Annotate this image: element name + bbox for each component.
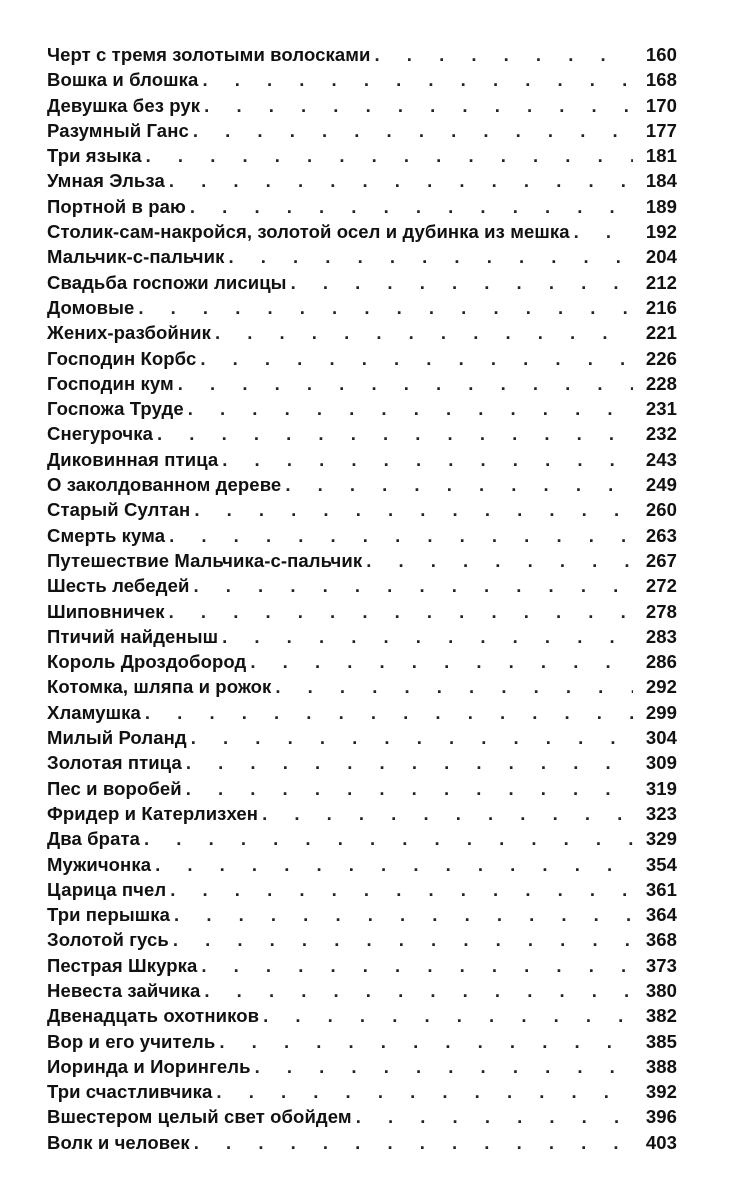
toc-entry-title: Птичий найденыш: [47, 625, 219, 647]
toc-entry-title: Шесть лебедей: [47, 575, 190, 597]
toc-entry: [47, 649, 677, 674]
toc-entry-title: Умная Эльза: [47, 170, 165, 192]
toc-entry-title: Золотая птица: [47, 752, 182, 774]
toc-entry-title: Господин Корбс: [47, 347, 197, 369]
toc-entry-title: Три перышка: [47, 904, 171, 926]
toc-entry: [47, 1029, 677, 1054]
dot-leader: [193, 118, 633, 143]
dot-leader: [155, 852, 633, 877]
toc-entry-page-number: 204: [645, 246, 677, 268]
toc-entry-page-number: 184: [645, 170, 677, 192]
toc-entry-page-number: 226: [645, 347, 677, 369]
toc-entry-page-number: 392: [645, 1081, 677, 1103]
toc-entry: [47, 194, 677, 219]
toc-entry-title: Диковинная птица: [47, 448, 219, 470]
dot-leader: [138, 295, 633, 320]
toc-entry-title: Господин кум: [47, 372, 174, 394]
toc-entry: [47, 599, 677, 624]
dot-leader: [200, 346, 633, 371]
dot-leader: [201, 953, 633, 978]
toc-entry-title: Путешествие Мальчика-с-пальчик: [47, 549, 363, 571]
dot-leader: [169, 599, 633, 624]
toc-entry-title: Двенадцать охотников: [47, 1005, 260, 1027]
toc-entry: [47, 624, 677, 649]
dot-leader: [202, 67, 633, 92]
dot-leader: [263, 1003, 633, 1028]
toc-entry-page-number: 192: [645, 221, 677, 243]
dot-leader: [186, 776, 633, 801]
toc-entry-page-number: 364: [645, 904, 677, 926]
dot-leader: [194, 1130, 633, 1155]
dot-leader: [222, 447, 633, 472]
toc-entry: [47, 1054, 677, 1079]
toc-entry-title: Хламушка: [47, 701, 141, 723]
toc-entry-title: Два брата: [47, 828, 141, 850]
toc-entry-page-number: 292: [645, 676, 677, 698]
toc-entry-page-number: 396: [645, 1106, 677, 1128]
toc-entry-page-number: 354: [645, 853, 677, 875]
dot-leader: [194, 497, 633, 522]
toc-entry-title: Милый Роланд: [47, 727, 187, 749]
dot-leader: [169, 168, 633, 193]
toc-entry: [47, 953, 677, 978]
dot-leader: [204, 93, 633, 118]
dot-leader: [173, 927, 633, 952]
toc-entry-title: Шиповничек: [47, 600, 165, 622]
toc-entry: [47, 674, 677, 699]
toc-entry-title: Король Дроздобород: [47, 651, 247, 673]
toc-entry-title: Смерть кума: [47, 524, 166, 546]
toc-entry-title: Пес и воробей: [47, 777, 182, 799]
toc-entry-page-number: 221: [645, 322, 677, 344]
toc-entry-title: Домовые: [47, 296, 135, 318]
dot-leader: [188, 396, 633, 421]
toc-entry-title: Жених-разбойник: [47, 322, 211, 344]
toc-entry: [47, 346, 677, 371]
dot-leader: [186, 750, 633, 775]
toc-entry: [47, 826, 677, 851]
toc-entry-title: Вор и его учитель: [47, 1030, 216, 1052]
toc-entry: [47, 421, 677, 446]
toc-entry: [47, 1079, 677, 1104]
toc-entry-page-number: 272: [645, 575, 677, 597]
toc-entry-page-number: 329: [645, 828, 677, 850]
toc-entry-page-number: 373: [645, 954, 677, 976]
toc-entry: [47, 472, 677, 497]
toc-entry: [47, 725, 677, 750]
toc-entry-title: Черт с тремя золотыми волосками: [47, 44, 371, 65]
dot-leader: [216, 1079, 633, 1104]
toc-entry-page-number: 228: [645, 372, 677, 394]
toc-entry-title: Госпожа Труде: [47, 398, 184, 420]
toc-entry: [47, 270, 677, 295]
toc-entry-title: Три языка: [47, 145, 142, 167]
toc-entry-page-number: 319: [645, 777, 677, 799]
table-of-contents: [47, 42, 677, 1155]
toc-entry-page-number: 388: [645, 1055, 677, 1077]
dot-leader: [285, 472, 633, 497]
toc-entry: [47, 396, 677, 421]
toc-entry-page-number: 368: [645, 929, 677, 951]
toc-entry: [47, 523, 677, 548]
dot-leader: [174, 902, 633, 927]
toc-entry: [47, 877, 677, 902]
toc-entry-page-number: 189: [645, 195, 677, 217]
toc-entry-title: Вошка и блошка: [47, 69, 199, 91]
toc-entry-title: Пестрая Шкурка: [47, 954, 198, 976]
toc-entry: [47, 1104, 677, 1129]
toc-entry: [47, 548, 677, 573]
toc-entry-title: Свадьба госпожи лисицы: [47, 271, 287, 293]
dot-leader: [228, 244, 633, 269]
toc-entry-page-number: 299: [645, 701, 677, 723]
toc-entry-page-number: 361: [645, 878, 677, 900]
toc-entry-title: Старый Султан: [47, 499, 191, 521]
dot-leader: [219, 1029, 633, 1054]
toc-entry: [47, 573, 677, 598]
toc-entry-title: Столик-сам-накройся, золотой осел и дубинка из мешка: [47, 221, 570, 243]
toc-entry-title: Невеста зайчика: [47, 979, 201, 1001]
toc-entry-page-number: 403: [645, 1131, 677, 1153]
dot-leader: [356, 1104, 633, 1129]
toc-entry-page-number: 249: [645, 474, 677, 496]
toc-entry-page-number: 309: [645, 752, 677, 774]
toc-entry: [47, 320, 677, 345]
dot-leader: [193, 573, 633, 598]
toc-entry: [47, 700, 677, 725]
toc-entry-page-number: 278: [645, 600, 677, 622]
toc-entry-title: Снегурочка: [47, 423, 154, 445]
toc-entry: [47, 143, 677, 168]
toc-entry-page-number: 283: [645, 625, 677, 647]
toc-entry: [47, 1130, 677, 1155]
toc-entry-page-number: 170: [645, 94, 677, 116]
toc-entry-title: Три счастливчика: [47, 1081, 213, 1103]
toc-entry: [47, 93, 677, 118]
dot-leader: [366, 548, 633, 573]
toc-entry: [47, 801, 677, 826]
toc-entry-page-number: 212: [645, 271, 677, 293]
toc-entry: [47, 1003, 677, 1028]
toc-entry-title: Фридер и Катерлизхен: [47, 802, 259, 824]
dot-leader: [146, 143, 633, 168]
toc-entry: [47, 776, 677, 801]
dot-leader: [157, 421, 633, 446]
toc-entry: [47, 447, 677, 472]
toc-entry-page-number: 286: [645, 651, 677, 673]
toc-entry-title: Мальчик-с-пальчик: [47, 246, 225, 268]
dot-leader: [191, 725, 633, 750]
toc-entry-page-number: 243: [645, 448, 677, 470]
toc-entry: [47, 927, 677, 952]
toc-entry-page-number: 385: [645, 1030, 677, 1052]
toc-entry-title: Девушка без рук: [47, 94, 201, 116]
toc-entry: [47, 497, 677, 522]
toc-entry-title: Разумный Ганс: [47, 119, 189, 141]
toc-entry: [47, 750, 677, 775]
toc-entry-title: Мужичонка: [47, 853, 152, 875]
dot-leader: [169, 523, 633, 548]
toc-entry-title: Портной в раю: [47, 195, 186, 217]
toc-entry-page-number: 304: [645, 727, 677, 749]
toc-entry-page-number: 380: [645, 979, 677, 1001]
toc-entry: [47, 244, 677, 269]
toc-entry: [47, 852, 677, 877]
dot-leader: [178, 371, 633, 396]
dot-leader: [222, 624, 633, 649]
dot-leader: [144, 826, 633, 851]
toc-entry-page-number: 160: [645, 44, 677, 65]
toc-entry-title: Царица пчел: [47, 878, 167, 900]
toc-entry-page-number: 216: [645, 296, 677, 318]
dot-leader: [170, 877, 633, 902]
toc-entry: [47, 118, 677, 143]
toc-entry: [47, 168, 677, 193]
toc-entry-title: Иоринда и Иорингель: [47, 1055, 251, 1077]
toc-entry-title: Котомка, шляпа и рожок: [47, 676, 272, 698]
toc-entry-page-number: 323: [645, 802, 677, 824]
dot-leader: [375, 42, 633, 67]
dot-leader: [574, 219, 633, 244]
toc-entry-title: Волк и человек: [47, 1131, 190, 1153]
dot-leader: [275, 674, 633, 699]
toc-entry-title: Золотой гусь: [47, 929, 169, 951]
toc-entry: [47, 219, 677, 244]
toc-entry: [47, 295, 677, 320]
toc-entry-page-number: 231: [645, 398, 677, 420]
toc-entry: [47, 978, 677, 1003]
toc-entry-title: Вшестером целый свет обойдем: [47, 1106, 352, 1128]
toc-entry: [47, 902, 677, 927]
toc-entry-page-number: 263: [645, 524, 677, 546]
toc-entry-page-number: 181: [645, 145, 677, 167]
dot-leader: [255, 1054, 633, 1079]
toc-entry: [47, 67, 677, 92]
toc-entry: [47, 371, 677, 396]
toc-entry-title: О заколдованном дереве: [47, 474, 282, 496]
dot-leader: [204, 978, 633, 1003]
dot-leader: [215, 320, 633, 345]
dot-leader: [190, 194, 633, 219]
dot-leader: [291, 270, 633, 295]
toc-entry-page-number: 168: [645, 69, 677, 91]
toc-entry-page-number: 260: [645, 499, 677, 521]
toc-entry-page-number: 267: [645, 549, 677, 571]
dot-leader: [145, 700, 633, 725]
toc-entry-page-number: 382: [645, 1005, 677, 1027]
dot-leader: [262, 801, 633, 826]
toc-entry-page-number: 232: [645, 423, 677, 445]
toc-entry-page-number: 177: [645, 119, 677, 141]
toc-entry: [47, 42, 677, 67]
dot-leader: [250, 649, 633, 674]
